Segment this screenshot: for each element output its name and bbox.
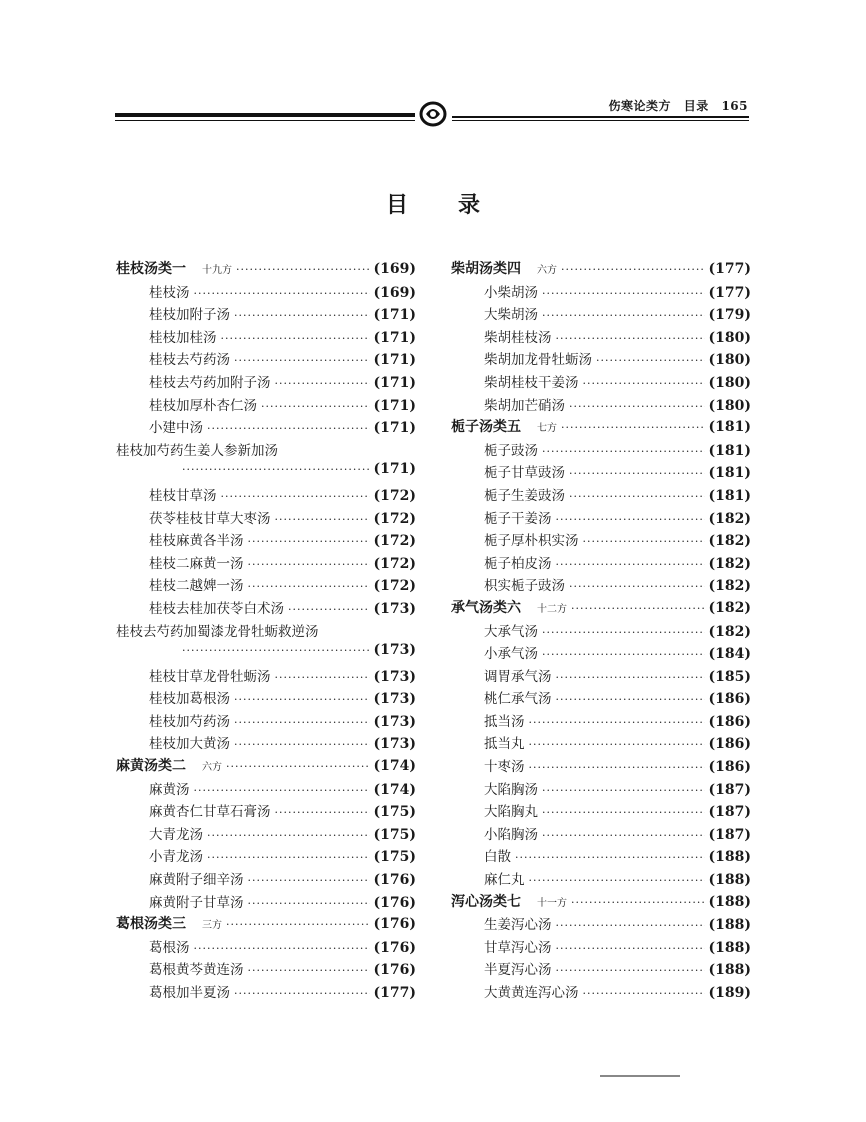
- page-ref: (181): [708, 442, 751, 459]
- entry-title: 桂枝甘草汤: [149, 487, 217, 504]
- page-ref: (173): [373, 736, 416, 753]
- entry-title: 桂枝麻黄各半汤: [149, 533, 244, 550]
- formula-count: 十一方: [537, 897, 567, 909]
- page-ref: (173): [373, 691, 416, 708]
- entry-title: 麻黄附子甘草汤: [149, 894, 244, 911]
- header-rule-left-thin: [115, 120, 415, 121]
- dot-leader: [248, 897, 370, 910]
- entry-title: 抵当汤: [484, 713, 525, 730]
- toc-entry: [451, 394, 751, 417]
- page-ref: (173): [373, 713, 416, 730]
- entry-title: 十枣汤: [484, 759, 525, 776]
- toc-entry: [116, 484, 416, 507]
- dot-leader: [234, 738, 370, 751]
- toc-entry: [116, 732, 416, 755]
- entry-title: 大柴胡汤: [484, 307, 538, 324]
- toc-entry: [451, 642, 751, 665]
- toc-left-column: [116, 258, 416, 1004]
- page-ref: (185): [708, 668, 751, 685]
- page-ref: (171): [373, 374, 416, 391]
- page-ref: (171): [373, 352, 416, 369]
- toc-entry: [116, 529, 416, 552]
- dot-leader: [583, 377, 705, 390]
- entry-title: 麻黄附子细辛汤: [149, 872, 244, 889]
- page-ref: (182): [708, 599, 751, 616]
- entry-title: 桃仁承气汤: [484, 691, 552, 708]
- page-ref: (171): [373, 461, 416, 478]
- dot-leader: [596, 354, 705, 367]
- page-ref: (176): [373, 962, 416, 979]
- page-ref: (188): [708, 872, 751, 889]
- entry-title: 桂枝加桂汤: [149, 329, 217, 346]
- page-ref: (186): [708, 691, 751, 708]
- dot-leader: [561, 263, 705, 276]
- dot-leader: [561, 421, 705, 434]
- toc-entry: [451, 484, 751, 507]
- entry-title: 桂枝二越婢一汤: [149, 578, 244, 595]
- entry-title: 柴胡加龙骨牡蛎汤: [484, 352, 592, 369]
- section-title: 泻心汤类七: [451, 893, 521, 910]
- dot-leader: [542, 287, 705, 300]
- page-ref: (169): [373, 261, 416, 277]
- book-emblem-icon: [418, 100, 448, 128]
- page-header: [0, 0, 866, 140]
- page-number: 165: [721, 99, 748, 113]
- toc-section-heading: [116, 755, 416, 778]
- toc-entry: [451, 755, 751, 778]
- page-ref: (171): [373, 307, 416, 324]
- running-head: [601, 97, 748, 114]
- entry-title: 大黄黄连泻心汤: [484, 985, 579, 1001]
- entry-title: 半夏泻心汤: [484, 962, 552, 979]
- toc-entry: [451, 281, 751, 304]
- dot-leader: [556, 671, 705, 684]
- toc-entry: [451, 958, 751, 981]
- toc-entry: [116, 326, 416, 349]
- formula-count: 六方: [202, 762, 222, 774]
- toc-right-column: [451, 258, 751, 1004]
- toc-entry: [116, 461, 416, 484]
- footer-mark: [600, 1075, 680, 1077]
- entry-title: 小承气汤: [484, 646, 538, 663]
- entry-title: 栀子干姜汤: [484, 510, 552, 527]
- page-ref: (174): [373, 781, 416, 798]
- toc-entry: [116, 348, 416, 371]
- dot-leader: [569, 580, 705, 593]
- dot-leader: [182, 644, 370, 657]
- page-ref: (173): [373, 668, 416, 685]
- page-ref: (172): [373, 487, 416, 504]
- dot-leader: [542, 626, 705, 639]
- toc-entry: [451, 529, 751, 552]
- toc-entry: [116, 281, 416, 304]
- toc-entry: [451, 936, 751, 959]
- formula-count: 十二方: [537, 603, 567, 615]
- dot-leader: [556, 693, 705, 706]
- dot-leader: [583, 535, 705, 548]
- dot-leader: [556, 919, 705, 932]
- page-title: [0, 188, 866, 219]
- page-ref: (182): [708, 623, 751, 640]
- entry-title: 小建中汤: [149, 420, 203, 437]
- toc-entry: [116, 958, 416, 981]
- entry-title: 桂枝去芍药加附子汤: [149, 374, 271, 391]
- section-label: 目录: [683, 99, 709, 113]
- entry-title: 柴胡桂枝干姜汤: [484, 374, 579, 391]
- dot-leader: [261, 400, 370, 413]
- section-title: 桂枝汤类一: [116, 261, 186, 277]
- page-ref: (175): [373, 804, 416, 821]
- toc-entry: [116, 891, 416, 914]
- entry-title: 麻黄汤: [149, 781, 190, 798]
- entry-title: 生姜泻心汤: [484, 917, 552, 934]
- dot-leader: [234, 309, 370, 322]
- dot-leader: [226, 918, 370, 931]
- section-title: 柴胡汤类四: [451, 261, 521, 277]
- toc-entry: [451, 665, 751, 688]
- dot-leader: [583, 987, 705, 1000]
- entry-title: 麻黄杏仁甘草石膏汤: [149, 804, 271, 821]
- page-ref: (176): [373, 916, 416, 933]
- toc-entry: [116, 303, 416, 326]
- entry-title: 大承气汤: [484, 623, 538, 640]
- dot-leader: [571, 896, 705, 909]
- toc-entry: [116, 710, 416, 733]
- dot-leader: [194, 942, 370, 955]
- entry-title: 桂枝加葛根汤: [149, 691, 230, 708]
- entry-title: 葛根黄芩黄连汤: [149, 962, 244, 979]
- title-char-2: 录: [457, 192, 480, 218]
- toc-section-heading: [451, 891, 751, 914]
- toc-section-heading: [451, 416, 751, 439]
- page-ref: (189): [708, 985, 751, 1001]
- toc-entry: [116, 620, 416, 643]
- entry-title: 桂枝加大黄汤: [149, 736, 230, 753]
- page-ref: (173): [373, 642, 416, 659]
- toc-entry: [116, 394, 416, 417]
- dot-leader: [275, 513, 370, 526]
- entry-title: 抵当丸: [484, 736, 525, 753]
- dot-leader: [542, 648, 705, 661]
- page-ref: (182): [708, 533, 751, 550]
- page-ref: (187): [708, 804, 751, 821]
- toc-entry: [451, 710, 751, 733]
- dot-leader: [234, 716, 370, 729]
- page-ref: (186): [708, 713, 751, 730]
- page-ref: (172): [373, 555, 416, 572]
- page-ref: (182): [708, 555, 751, 572]
- dot-leader: [234, 693, 370, 706]
- formula-count: 三方: [202, 920, 222, 932]
- page-ref: (176): [373, 894, 416, 911]
- toc-entry: [116, 823, 416, 846]
- entry-title: 桂枝去芍药加蜀漆龙骨牡蛎救逆汤: [116, 623, 319, 640]
- entry-title: 桂枝加附子汤: [149, 307, 230, 324]
- dot-leader: [221, 332, 370, 345]
- page-ref: (188): [708, 962, 751, 979]
- entry-title: 甘草泻心汤: [484, 939, 552, 956]
- dot-leader: [556, 332, 705, 345]
- dot-leader: [248, 535, 370, 548]
- page-ref: (171): [373, 397, 416, 414]
- section-title: 栀子汤类五: [451, 419, 521, 436]
- toc-entry: [451, 574, 751, 597]
- toc-entry: [116, 439, 416, 462]
- formula-count: 七方: [537, 423, 557, 435]
- entry-title: 栀子豉汤: [484, 442, 538, 459]
- page-ref: (180): [708, 329, 751, 346]
- dot-leader: [542, 445, 705, 458]
- section-title: 葛根汤类三: [116, 916, 186, 933]
- dot-leader: [207, 851, 370, 864]
- dot-leader: [275, 671, 370, 684]
- toc-section-heading: [116, 258, 416, 281]
- toc-entry: [116, 507, 416, 530]
- toc-entry: [116, 574, 416, 597]
- title-char-1: 目: [385, 192, 408, 218]
- page-ref: (188): [708, 939, 751, 956]
- entry-title: 柴胡桂枝汤: [484, 329, 552, 346]
- page-ref: (172): [373, 533, 416, 550]
- toc-entry: [451, 552, 751, 575]
- header-rule-right: [452, 116, 749, 118]
- toc-entry: [451, 348, 751, 371]
- entry-title: 葛根加半夏汤: [149, 985, 230, 1001]
- page-ref: (173): [373, 600, 416, 617]
- toc-entry: [451, 439, 751, 462]
- entry-title: 白散: [484, 849, 511, 866]
- dot-leader: [207, 422, 370, 435]
- dot-leader: [234, 354, 370, 367]
- book-title: 伤寒论类方: [608, 99, 672, 113]
- page-ref: (172): [373, 510, 416, 527]
- entry-title: 栀子生姜豉汤: [484, 487, 565, 504]
- toc-entry: [116, 687, 416, 710]
- entry-title: 麻仁丸: [484, 872, 525, 889]
- header-rule-left: [115, 113, 415, 117]
- toc-entry: [451, 687, 751, 710]
- dot-leader: [288, 603, 370, 616]
- section-title: 承气汤类六: [451, 599, 521, 616]
- page-ref: (171): [373, 420, 416, 437]
- formula-count: 六方: [537, 265, 557, 276]
- toc-entry: [451, 326, 751, 349]
- toc-entry: [451, 303, 751, 326]
- entry-title: 桂枝去芍药汤: [149, 352, 230, 369]
- page-ref: (174): [373, 758, 416, 775]
- dot-leader: [248, 874, 370, 887]
- page-ref: (176): [373, 872, 416, 889]
- entry-title: 桂枝二麻黄一汤: [149, 555, 244, 572]
- toc-entry: [451, 778, 751, 801]
- toc-entry: [116, 371, 416, 394]
- toc-entry: [451, 620, 751, 643]
- page-ref: (179): [708, 307, 751, 324]
- toc-entry: [116, 845, 416, 868]
- dot-leader: [569, 490, 705, 503]
- toc-entry: [116, 642, 416, 665]
- page-ref: (182): [708, 510, 751, 527]
- dot-leader: [542, 784, 705, 797]
- entry-title: 桂枝汤: [149, 284, 190, 301]
- entry-title: 栀子甘草豉汤: [484, 465, 565, 482]
- entry-title: 桂枝加厚朴杏仁汤: [149, 397, 257, 414]
- dot-leader: [529, 738, 705, 751]
- page-ref: (188): [708, 893, 751, 910]
- dot-leader: [556, 513, 705, 526]
- section-title: 麻黄汤类二: [116, 758, 186, 775]
- entry-title: 桂枝加芍药生姜人参新加汤: [116, 442, 278, 459]
- toc-entry: [116, 936, 416, 959]
- dot-leader: [556, 942, 705, 955]
- dot-leader: [529, 761, 705, 774]
- page-ref: (180): [708, 397, 751, 414]
- toc-entry: [451, 823, 751, 846]
- toc-entry: [451, 371, 751, 394]
- dot-leader: [556, 964, 705, 977]
- page-ref: (176): [373, 939, 416, 956]
- dot-leader: [226, 760, 370, 773]
- entry-title: 小陷胸汤: [484, 826, 538, 843]
- dot-leader: [182, 463, 370, 476]
- entry-title: 葛根汤: [149, 939, 190, 956]
- header-rule-right-thin: [452, 120, 749, 121]
- entry-title: 调胃承气汤: [484, 668, 552, 685]
- toc-section-heading: [451, 258, 751, 281]
- toc-entry: [451, 800, 751, 823]
- entry-title: 小柴胡汤: [484, 284, 538, 301]
- entry-title: 小青龙汤: [149, 849, 203, 866]
- toc-entry: [116, 800, 416, 823]
- toc-entry: [116, 868, 416, 891]
- toc-entry: [451, 981, 751, 1004]
- dot-leader: [275, 806, 370, 819]
- page-ref: (188): [708, 917, 751, 934]
- entry-title: 栀子厚朴枳实汤: [484, 533, 579, 550]
- page-ref: (181): [708, 487, 751, 504]
- page-ref: (188): [708, 849, 751, 866]
- dot-leader: [221, 490, 370, 503]
- page-ref: (187): [708, 781, 751, 798]
- dot-leader: [569, 467, 705, 480]
- page-ref: (175): [373, 849, 416, 866]
- entry-title: 栀子柏皮汤: [484, 555, 552, 572]
- page-ref: (171): [373, 329, 416, 346]
- toc-entry: [451, 845, 751, 868]
- entry-title: 大青龙汤: [149, 826, 203, 843]
- page-ref: (177): [708, 284, 751, 301]
- dot-leader: [569, 400, 705, 413]
- toc-section-heading: [451, 597, 751, 620]
- toc-entry: [116, 597, 416, 620]
- dot-leader: [556, 558, 705, 571]
- page-ref: (186): [708, 736, 751, 753]
- toc-entry: [116, 416, 416, 439]
- page-ref: (180): [708, 352, 751, 369]
- dot-leader: [542, 829, 705, 842]
- page-ref: (182): [708, 578, 751, 595]
- page-ref: (184): [708, 646, 751, 663]
- page-ref: (169): [373, 284, 416, 301]
- entry-title: 枳实栀子豉汤: [484, 578, 565, 595]
- page-ref: (172): [373, 578, 416, 595]
- toc-entry: [116, 981, 416, 1004]
- dot-leader: [207, 829, 370, 842]
- entry-title: 柴胡加芒硝汤: [484, 397, 565, 414]
- dot-leader: [248, 558, 370, 571]
- toc-entry: [451, 868, 751, 891]
- entry-title: 大陷胸丸: [484, 804, 538, 821]
- page-ref: (177): [373, 985, 416, 1001]
- page-ref: (186): [708, 759, 751, 776]
- page-ref: (187): [708, 826, 751, 843]
- page-ref: (180): [708, 374, 751, 391]
- dot-leader: [542, 309, 705, 322]
- toc-entry: [116, 665, 416, 688]
- dot-leader: [542, 806, 705, 819]
- entry-title: 茯苓桂枝甘草大枣汤: [149, 510, 271, 527]
- page-ref: (181): [708, 419, 751, 436]
- dot-leader: [234, 987, 370, 1000]
- dot-leader: [248, 964, 370, 977]
- toc-entry: [451, 507, 751, 530]
- dot-leader: [515, 851, 705, 864]
- formula-count: 十九方: [202, 265, 232, 276]
- toc-entry: [116, 552, 416, 575]
- entry-title: 桂枝去桂加茯苓白术汤: [149, 600, 284, 617]
- toc-entry: [451, 732, 751, 755]
- toc-entry: [451, 461, 751, 484]
- page-ref: (177): [708, 261, 751, 277]
- dot-leader: [248, 580, 370, 593]
- dot-leader: [194, 784, 370, 797]
- toc-section-heading: [116, 913, 416, 936]
- dot-leader: [529, 874, 705, 887]
- toc-entry: [451, 913, 751, 936]
- dot-leader: [275, 377, 370, 390]
- dot-leader: [529, 716, 705, 729]
- entry-title: 大陷胸汤: [484, 781, 538, 798]
- entry-title: 桂枝加芍药汤: [149, 713, 230, 730]
- entry-title: 桂枝甘草龙骨牡蛎汤: [149, 668, 271, 685]
- dot-leader: [194, 287, 370, 300]
- toc-entry: [116, 778, 416, 801]
- dot-leader: [571, 602, 705, 615]
- dot-leader: [236, 263, 370, 276]
- page-ref: (181): [708, 465, 751, 482]
- page-ref: (175): [373, 826, 416, 843]
